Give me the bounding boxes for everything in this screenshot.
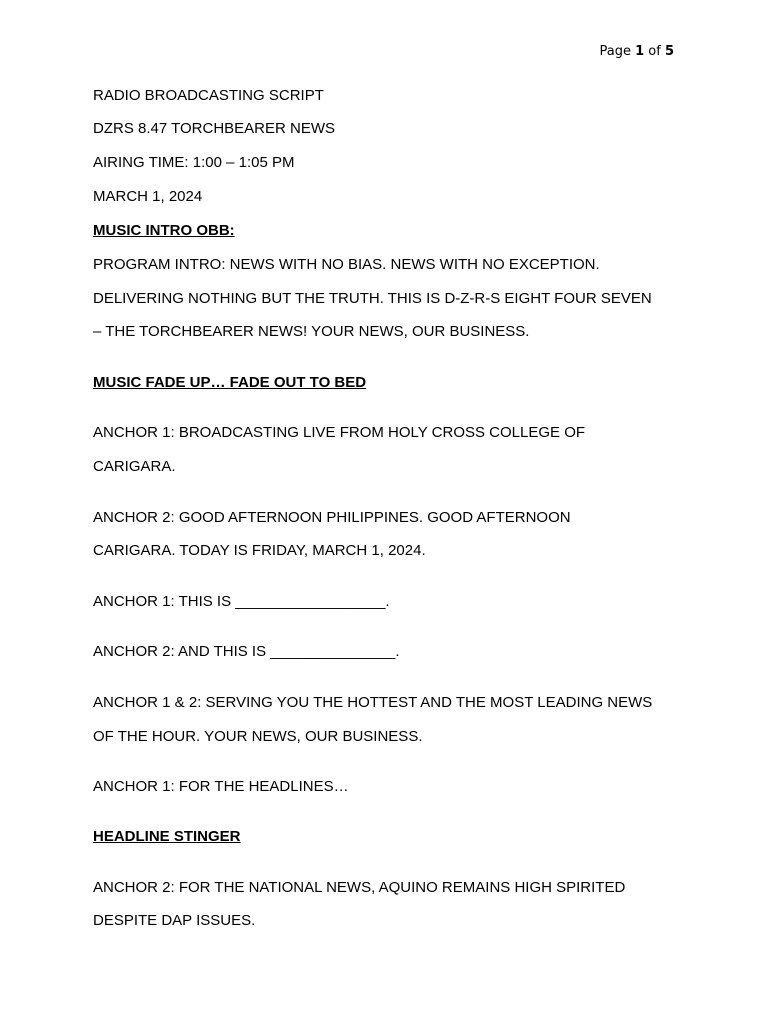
station-line: DZRS 8.47 TORCHBEARER NEWS [93, 120, 335, 137]
anchor2-line-1: ANCHOR 2: GOOD AFTERNOON PHILIPPINES. GOOD AFTERNOON [93, 509, 571, 526]
page-number-total: 5 [664, 44, 674, 59]
anchor1-name-line: ANCHOR 1: THIS IS __________________. [93, 593, 390, 610]
page-number-current: 1 [635, 44, 645, 59]
anchor2-name-line: ANCHOR 2: AND THIS IS _______________. [93, 643, 400, 660]
page-number-label: Page [599, 44, 631, 59]
airing-time-line: AIRING TIME: 1:00 – 1:05 PM [93, 154, 295, 171]
page-number-of: of [648, 44, 661, 59]
script-title: RADIO BROADCASTING SCRIPT [93, 87, 324, 104]
cue-music-fade: MUSIC FADE UP… FADE OUT TO BED [93, 374, 367, 391]
anchor2-national-line-1: ANCHOR 2: FOR THE NATIONAL NEWS, AQUINO REMAINS HIGH SPIRITED [93, 879, 626, 896]
cue-music-intro: MUSIC INTRO OBB: [93, 222, 235, 239]
program-intro-line-2: DELIVERING NOTHING BUT THE TRUTH. THIS IS D-Z-R-S EIGHT FOUR SEVEN [93, 290, 652, 307]
anchor2-national-line-2: DESPITE DAP ISSUES. [93, 912, 256, 929]
anchor1-line-1: ANCHOR 1: BROADCASTING LIVE FROM HOLY CROSS COLLEGE OF [93, 424, 586, 441]
anchors-line-2: OF THE HOUR. YOUR NEWS, OUR BUSINESS. [93, 728, 423, 745]
program-intro-line-1: PROGRAM INTRO: NEWS WITH NO BIAS. NEWS WITH NO EXCEPTION. [93, 256, 600, 273]
date-line: MARCH 1, 2024 [93, 188, 203, 205]
anchor1-headlines-line: ANCHOR 1: FOR THE HEADLINES… [93, 778, 349, 795]
program-intro-line-3: – THE TORCHBEARER NEWS! YOUR NEWS, OUR BUSINESS. [93, 323, 530, 340]
anchor2-line-2: CARIGARA. TODAY IS FRIDAY, MARCH 1, 2024. [93, 542, 426, 559]
page-number [599, 44, 674, 59]
anchors-line-1: ANCHOR 1 & 2: SERVING YOU THE HOTTEST AND THE MOST LEADING NEWS [93, 694, 653, 711]
anchor1-line-2: CARIGARA. [93, 458, 176, 475]
cue-headline-stinger: HEADLINE STINGER [93, 828, 241, 845]
